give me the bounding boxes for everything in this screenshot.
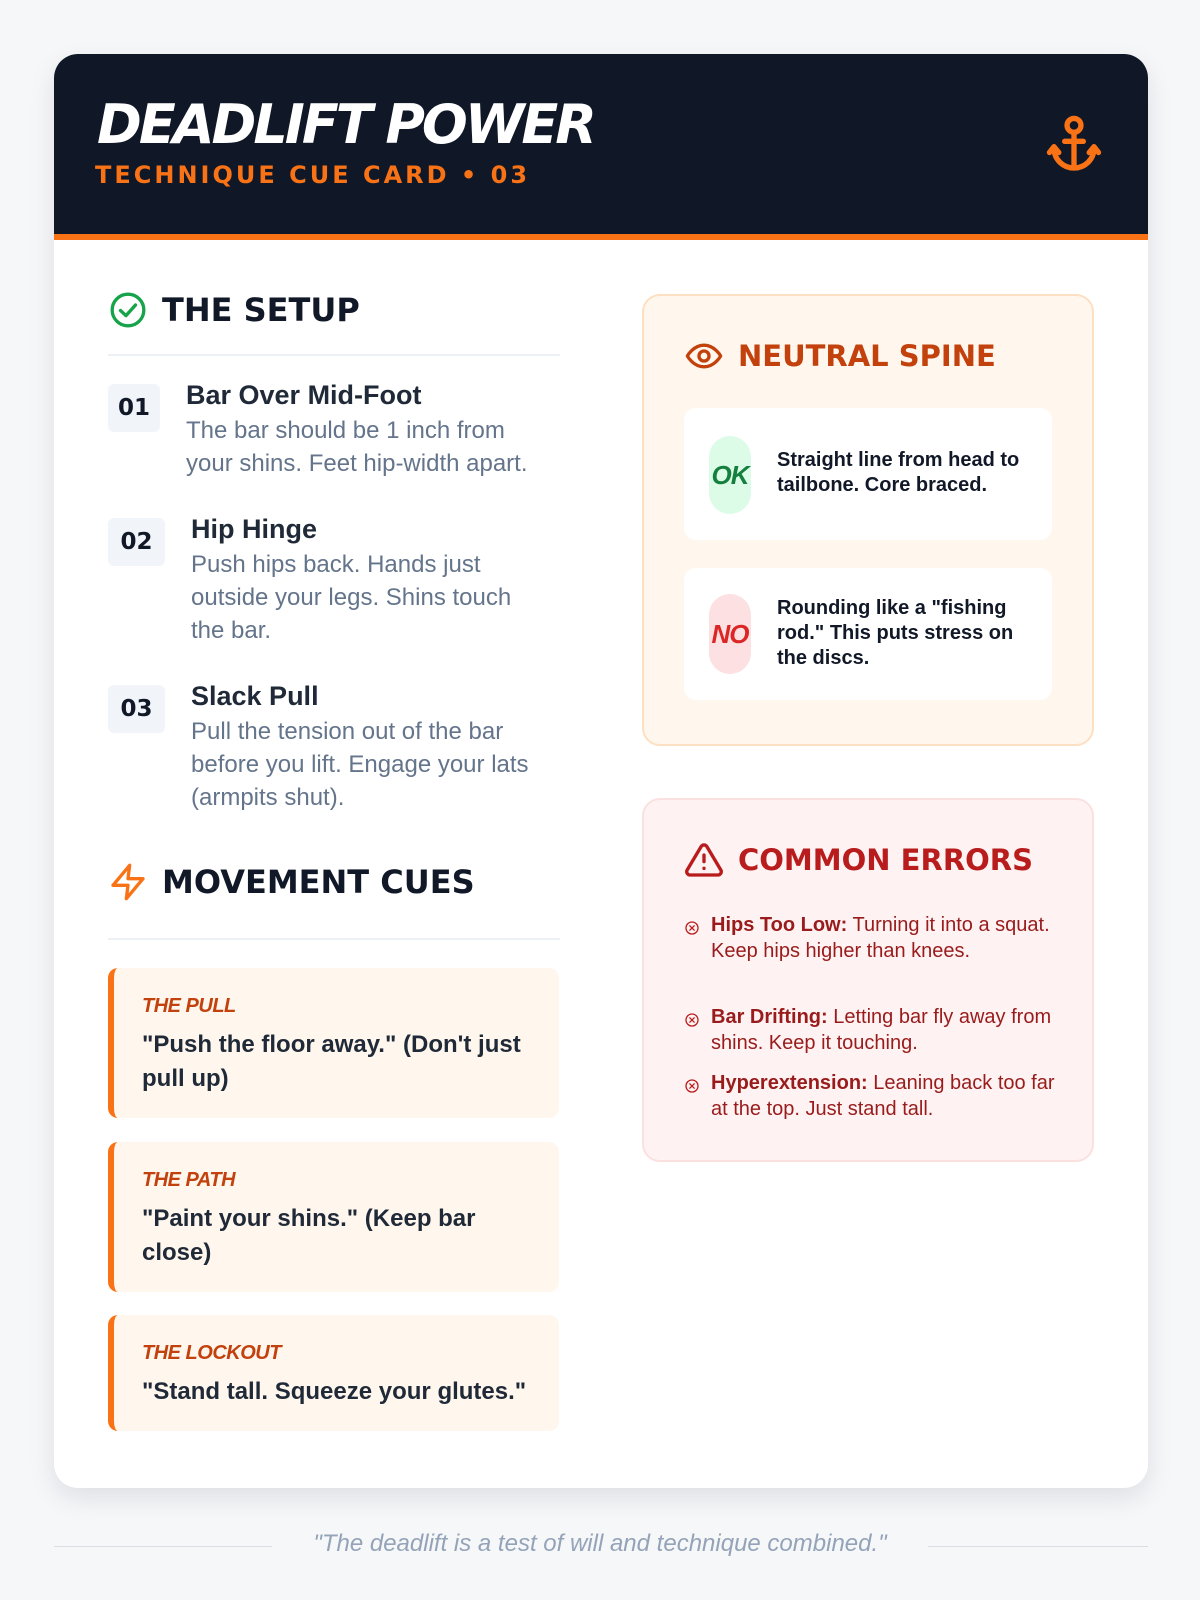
setup-heading: [108, 290, 360, 330]
anchor-icon: [1042, 112, 1106, 176]
eye-icon: [684, 336, 724, 376]
cues-divider: [108, 938, 560, 940]
step-title: Hip Hinge: [191, 514, 317, 544]
step-description: The bar should be 1 inch from your shins. Feet hip-width apart.: [186, 417, 528, 477]
error-text: [711, 912, 1056, 964]
cue-label: THE LOCKOUT: [142, 1342, 281, 1364]
step-description: Pull the tension out of the bar before you lift. Engage your lats (armpits shut).: [191, 718, 529, 811]
setup-divider: [108, 354, 560, 356]
neutral-spine-heading-label: NEUTRAL SPINE: [738, 339, 996, 373]
cues-heading-label: MOVEMENT CUES: [162, 863, 475, 901]
footer-divider-right: [928, 1546, 1148, 1547]
error-label: Bar Drifting:: [711, 1006, 828, 1028]
x-circle-icon: [684, 1012, 700, 1028]
cue-text: "Push the floor away." (Don't just pull up): [142, 1031, 521, 1092]
cue-text: "Stand tall. Squeeze your glutes.": [142, 1378, 527, 1405]
cue-item: [108, 968, 559, 1118]
step-number: 01: [108, 384, 160, 432]
neutral-spine-heading: [684, 336, 996, 376]
x-circle-icon: [684, 1078, 700, 1094]
error-text: [711, 1070, 1056, 1122]
error-description: Letting bar fly away from shins. Keep it touching.: [711, 1006, 1052, 1054]
lightning-icon: [108, 862, 148, 902]
step-title: Bar Over Mid-Foot: [186, 380, 422, 410]
card-subtitle: TECHNIQUE CUE CARD • 03: [95, 161, 531, 189]
cue-label: THE PULL: [142, 995, 236, 1017]
check-circle-icon: [108, 290, 148, 330]
spine-ok-text: Straight line from head to tailbone. Core braced.: [777, 449, 1020, 496]
cue-card: [54, 54, 1148, 1488]
neutral-spine-panel: [642, 294, 1094, 746]
card-title: DEADLIFT POWER: [97, 93, 594, 156]
spine-ok-box: [684, 408, 1052, 540]
cue-item: [108, 1142, 559, 1292]
step-description: Push hips back. Hands just outside your legs. Shins touch the bar.: [191, 551, 512, 644]
error-label: Hips Too Low:: [711, 914, 848, 936]
ok-badge: OK: [709, 436, 751, 514]
footer-quote: "The deadlift is a test of will and technique combined.": [313, 1530, 887, 1557]
error-description: Leaning back too far at the top. Just stand tall.: [711, 1072, 1055, 1120]
step-number: 03: [108, 685, 165, 733]
card-header: [54, 54, 1148, 240]
spine-no-text: Rounding like a "fishing rod." This puts stress on the discs.: [777, 597, 1014, 669]
error-description: Turning it into a squat. Keep hips higher than knees.: [711, 914, 1050, 962]
step-title: Slack Pull: [191, 681, 319, 711]
error-label: Hyperextension:: [711, 1072, 868, 1094]
cue-label: THE PATH: [142, 1169, 236, 1191]
cue-item: [108, 1315, 559, 1431]
cues-heading: [108, 862, 475, 902]
step-number: 02: [108, 518, 165, 566]
error-text: [711, 1004, 1056, 1056]
setup-heading-label: THE SETUP: [162, 291, 360, 329]
footer-divider-left: [54, 1546, 272, 1547]
x-circle-icon: [684, 920, 700, 936]
no-badge: NO: [709, 594, 751, 674]
common-errors-heading: [684, 840, 1033, 880]
cue-text: "Paint your shins." (Keep bar close): [142, 1205, 476, 1266]
warning-triangle-icon: [684, 840, 724, 880]
common-errors-panel: [642, 798, 1094, 1162]
common-errors-heading-label: COMMON ERRORS: [738, 843, 1034, 877]
spine-no-box: [684, 568, 1052, 700]
